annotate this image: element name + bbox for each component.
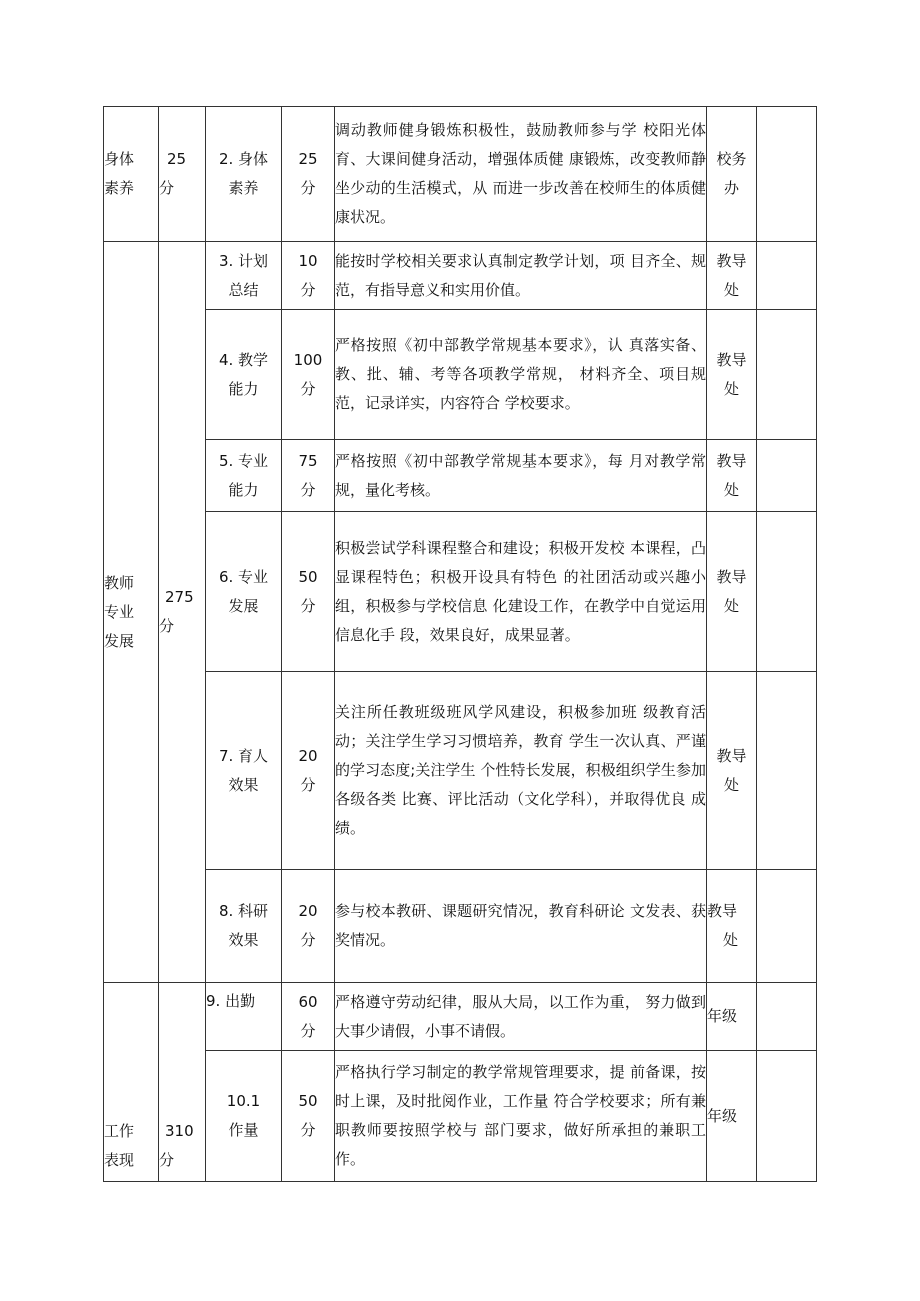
item-score-cell: 50 分 xyxy=(282,512,335,672)
item-description-cell: 能按时学校相关要求认真制定教学计划，项 目齐全、规范，有指导意义和实用价值。 xyxy=(335,242,707,310)
department-cell: 教导 处 xyxy=(707,512,757,672)
table-row xyxy=(104,440,817,512)
item-description-cell: 调动教师健身锻炼积极性，鼓励教师参与学 校阳光体育、大课间健身活动，增强体质健 康锻炼，改变教师静坐少动的生活模式，从 而进一步改善在校师生的体质健康状况。 xyxy=(335,107,707,242)
category-cell: 教师 专业 发展 xyxy=(104,242,159,983)
table-row xyxy=(104,242,817,310)
item-score-cell: 75 分 xyxy=(282,440,335,512)
item-score-cell: 25 分 xyxy=(282,107,335,242)
department-cell: 教导 处 xyxy=(707,310,757,440)
evaluation-table xyxy=(103,106,817,1182)
item-score-cell: 20 分 xyxy=(282,672,335,870)
item-name-cell: 5. 专业 能力 xyxy=(206,440,282,512)
department-cell: 年级 xyxy=(707,983,757,1051)
department-cell: 教导 处 xyxy=(707,242,757,310)
blank-cell xyxy=(757,242,817,310)
item-name-cell: 10.1 作量 xyxy=(206,1051,282,1182)
department-cell: 教导 处 xyxy=(707,870,757,983)
blank-cell xyxy=(757,512,817,672)
table-row xyxy=(104,107,817,242)
item-description-cell: 积极尝试学科课程整合和建设；积极开发校 本课程，凸显课程特色；积极开设具有特色 的社团活动或兴趣小组，积极参与学校信息 化建设工作，在教学中自觉运用信息化手 段，效果良好，成果显著。 xyxy=(335,512,707,672)
item-name-cell: 9. 出勤 xyxy=(206,983,282,1051)
table-row xyxy=(104,870,817,983)
item-name-cell: 4. 教学 能力 xyxy=(206,310,282,440)
table-row xyxy=(104,983,817,1051)
blank-cell xyxy=(757,672,817,870)
item-name-cell: 2. 身体 素养 xyxy=(206,107,282,242)
category-total-cell: 275 分 xyxy=(159,242,206,983)
category-total-cell: 310 分 xyxy=(159,983,206,1182)
blank-cell xyxy=(757,310,817,440)
item-score-cell: 50 分 xyxy=(282,1051,335,1182)
item-description-cell: 严格按照《初中部教学常规基本要求》，每 月对教学常规，量化考核。 xyxy=(335,440,707,512)
category-cell: 工作 表现 xyxy=(104,983,159,1182)
category-cell: 身体 素养 xyxy=(104,107,159,242)
item-description-cell: 关注所任教班级班风学风建设，积极参加班 级教育活动；关注学生学习习惯培养，教育 学生一次认真、严谨的学习态度;关注学生 个性特长发展，积极组织学生参加各级各类 比赛、评比活动（文化学科），并取得优良 成绩。 xyxy=(335,672,707,870)
item-name-cell: 3. 计划 总结 xyxy=(206,242,282,310)
table-row xyxy=(104,1051,817,1182)
item-name-cell: 7. 育人 效果 xyxy=(206,672,282,870)
department-cell: 校务 办 xyxy=(707,107,757,242)
item-name-cell: 8. 科研 效果 xyxy=(206,870,282,983)
item-name-cell: 6. 专业 发展 xyxy=(206,512,282,672)
category-total-cell: 25 分 xyxy=(159,107,206,242)
blank-cell xyxy=(757,870,817,983)
item-score-cell: 10 分 xyxy=(282,242,335,310)
blank-cell xyxy=(757,1051,817,1182)
item-description-cell: 严格遵守劳动纪律，服从大局，以工作为重， 努力做到大事少请假，小事不请假。 xyxy=(335,983,707,1051)
table-row xyxy=(104,512,817,672)
item-description-cell: 严格按照《初中部教学常规基本要求》，认 真落实备、教、批、辅、考等各项教学常规， 材料齐全、项目规范，记录详实，内容符合 学校要求。 xyxy=(335,310,707,440)
blank-cell xyxy=(757,107,817,242)
table-row xyxy=(104,310,817,440)
blank-cell xyxy=(757,983,817,1051)
table-row xyxy=(104,672,817,870)
item-score-cell: 20 分 xyxy=(282,870,335,983)
department-cell: 教导 处 xyxy=(707,672,757,870)
department-cell: 教导 处 xyxy=(707,440,757,512)
item-score-cell: 100 分 xyxy=(282,310,335,440)
item-description-cell: 严格执行学习制定的教学常规管理要求，提 前备课，按时上课，及时批阅作业，工作量 符合学校要求；所有兼职教师要按照学校与 部门要求，做好所承担的兼职工作。 xyxy=(335,1051,707,1182)
item-description-cell: 参与校本教研、课题研究情况，教育科研论 文发表、获奖情况。 xyxy=(335,870,707,983)
item-score-cell: 60 分 xyxy=(282,983,335,1051)
blank-cell xyxy=(757,440,817,512)
department-cell: 年级 xyxy=(707,1051,757,1182)
